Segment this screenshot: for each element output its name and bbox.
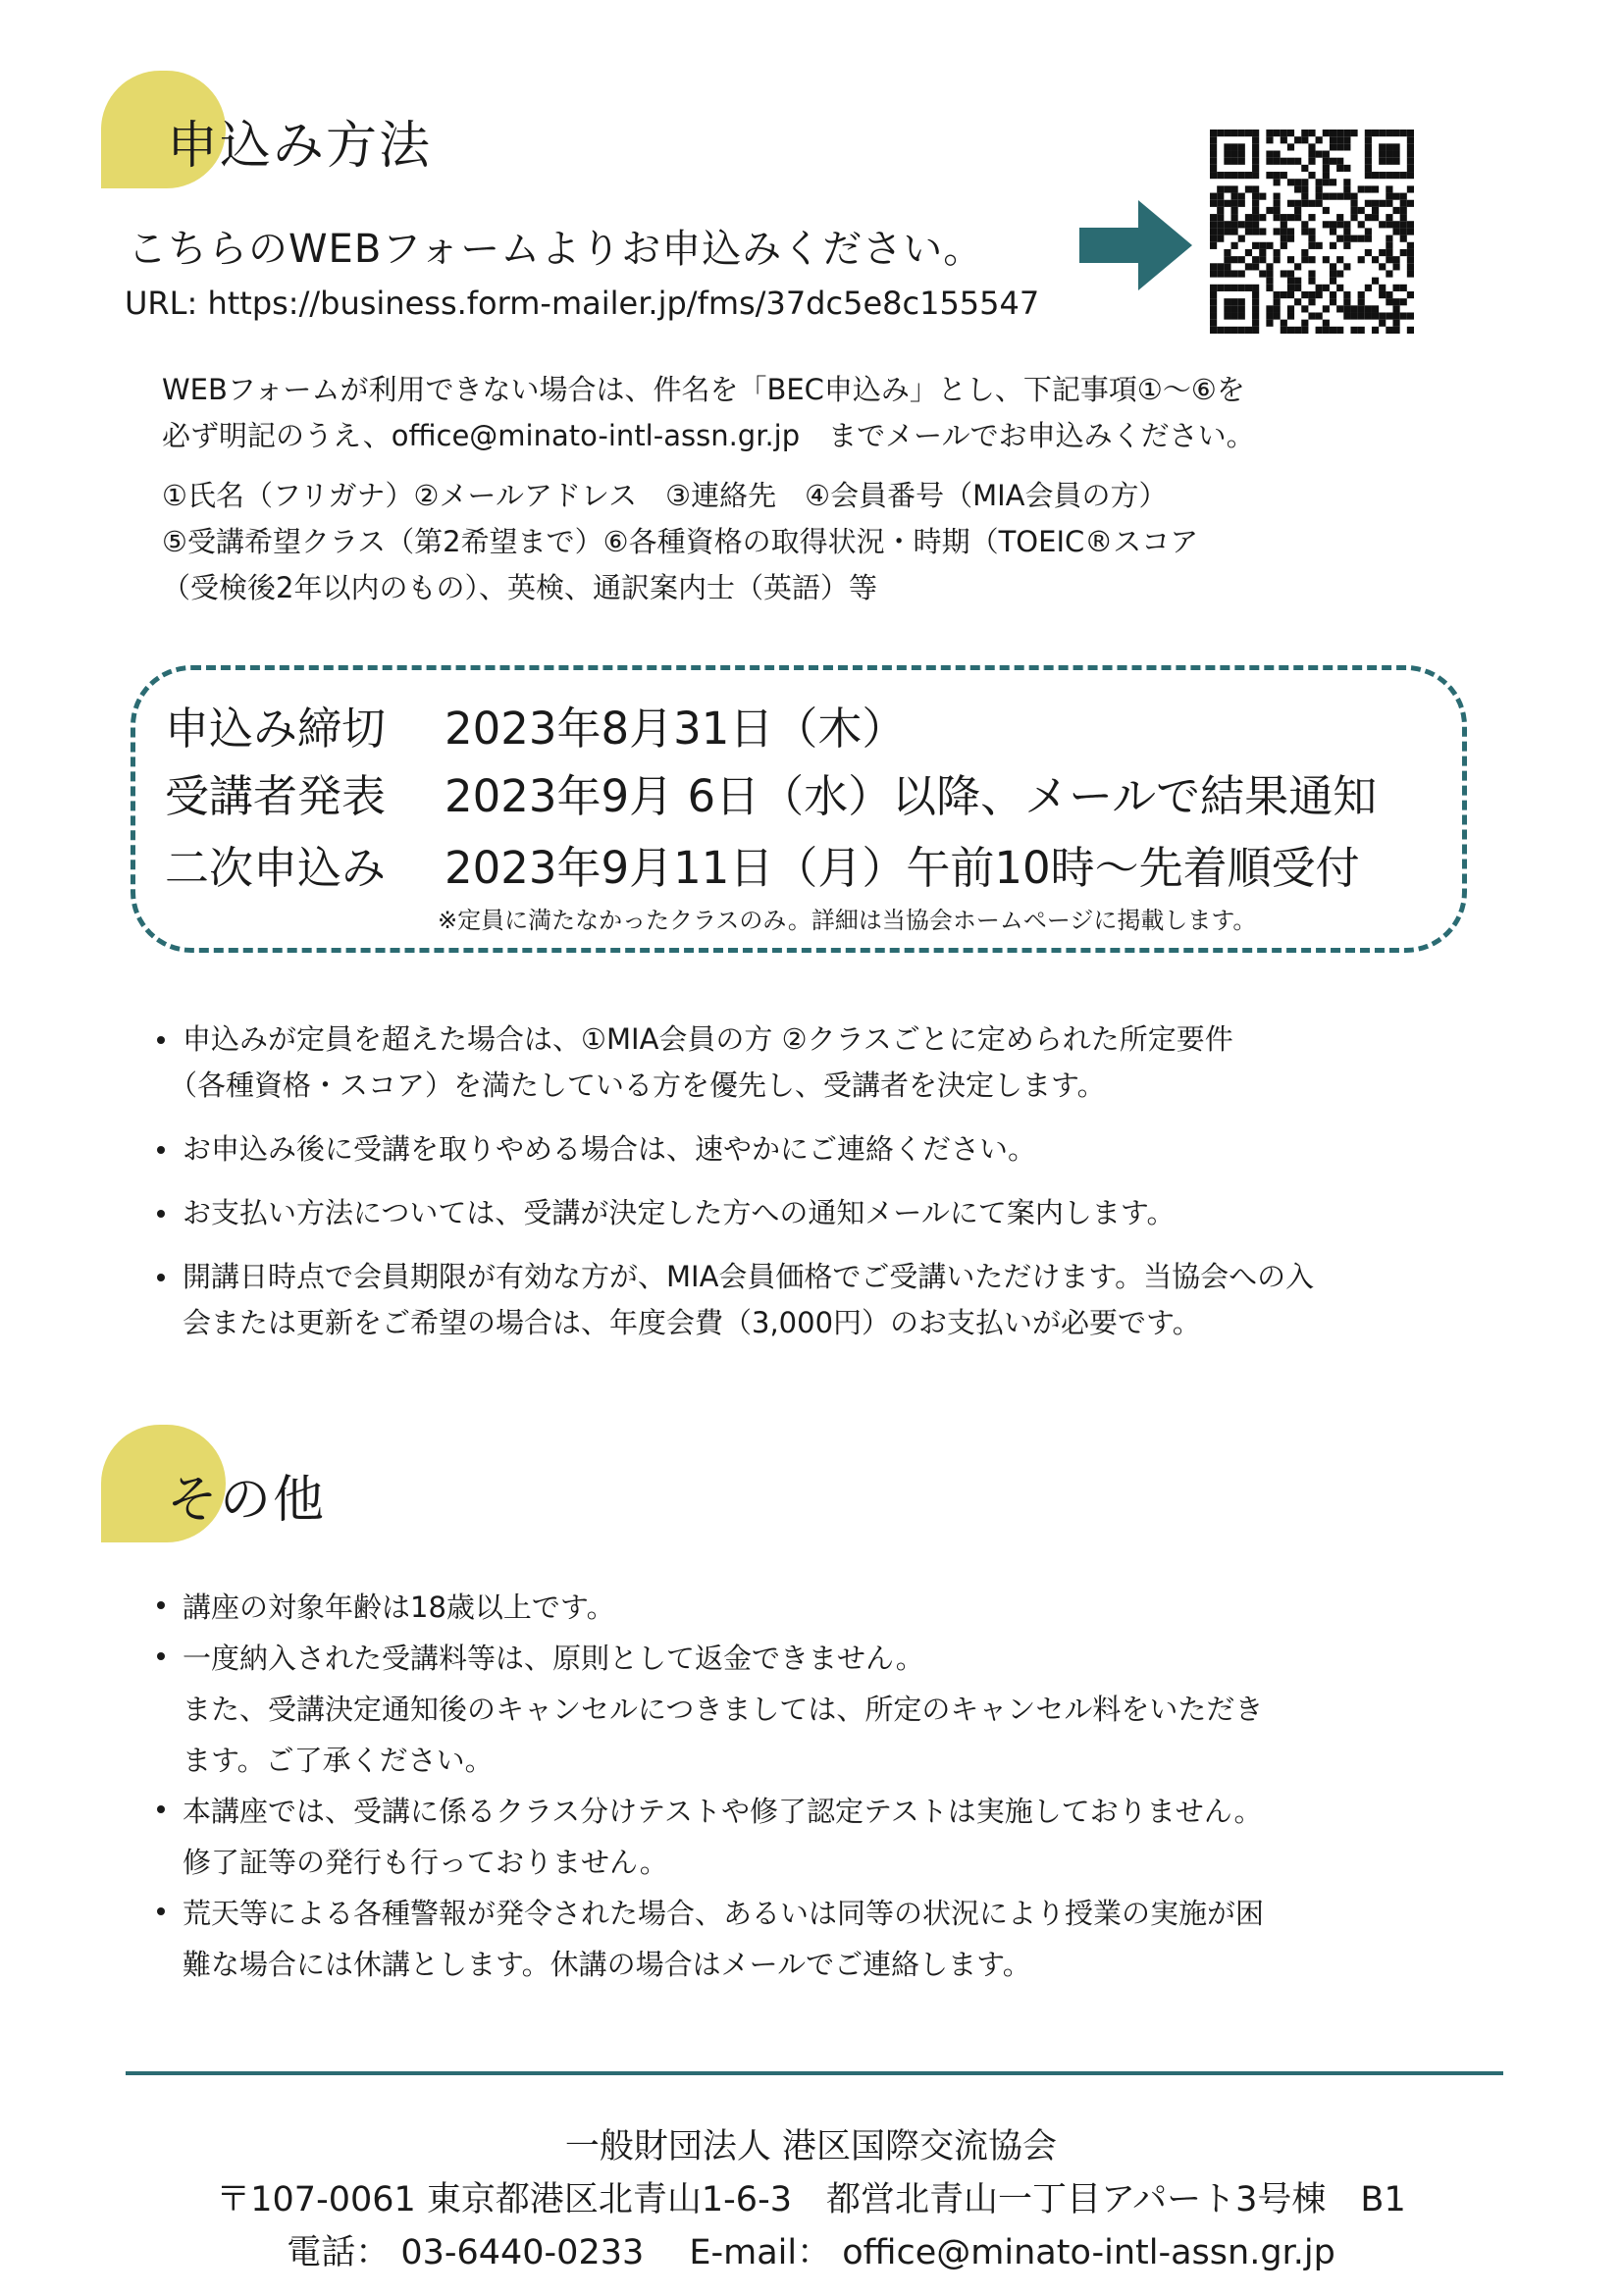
list-item-line: 一度納入された受講料等は、原則として返金できません。 (183, 1642, 924, 1675)
required-items-line: ①氏名（フリガナ）②メールアドレス ③連絡先 ④会員番号（MIA会員の方） (162, 479, 1168, 512)
schedule-value: 2023年8月31日（木） (445, 703, 907, 755)
list-item-line: 修了証等の発行も行っておりません。 (183, 1846, 668, 1879)
required-items (162, 473, 1198, 611)
list-item (169, 1017, 1314, 1109)
footer-org: 一般財団法人 港区国際交流協会 (564, 2127, 1058, 2166)
footer-address: 〒107-0061 東京都港区北青山1-6-3 都営北青山一丁目アパート3号棟 B1 (216, 2180, 1406, 2219)
schedule-note: ※定員に満たなかったクラスのみ。詳細は当協会ホームページに掲載します。 (438, 907, 1257, 934)
list-item-line: 講座の対象年齢は18歳以上です。 (183, 1591, 615, 1624)
footer-contact: 電話： 03-6440-0233 E-mail： office@minato-intl-assn.gr.jp (287, 2233, 1335, 2272)
list-item (183, 1633, 1264, 1786)
list-item-line: 申込みが定員を超えた場合は、①MIA会員の方 ②クラスごとに定められた所定要件 (183, 1022, 1233, 1056)
list-item-line: 難な場合には休講とします。休講の場合はメールでご連絡します。 (183, 1948, 1031, 1981)
schedule-label: 二次申込み (165, 842, 387, 894)
list-item (183, 1126, 1314, 1173)
schedule-label: 申込み締切 (165, 703, 387, 755)
email-instructions-line: 必ず明記のうえ、office@minato-intl-assn.gr.jp までメールでお申込みください。 (162, 419, 1255, 452)
right-arrow-icon (1079, 200, 1192, 290)
list-item (183, 1254, 1314, 1346)
notes-list (169, 1017, 1315, 1346)
email-instructions-line: WEBフォームが利用できない場合は、件名を「BEC申込み」とし、下記事項①～⑥を (162, 373, 1245, 406)
schedule-row (165, 760, 1377, 824)
list-item-line: お申込み後に受講を取りやめる場合は、速やかにご連絡ください。 (183, 1132, 1037, 1166)
list-item (183, 1190, 1314, 1236)
form-url-link[interactable]: URL: https://business.form-mailer.jp/fms/37dc5e8c155547 (125, 285, 1040, 322)
list-item-line: また、受講決定通知後のキャンセルにつきましては、所定のキャンセル料をいただき (183, 1693, 1264, 1726)
list-item-line: （各種資格・スコア）を満たしている方を優先し、受講者を決定します。 (169, 1069, 1106, 1102)
email-instructions (162, 367, 1255, 459)
schedule-label: 受講者発表 (165, 770, 387, 822)
list-item (183, 1582, 1264, 1633)
footer-divider (126, 2071, 1503, 2075)
list-item-line: お支払い方法については、受講が決定した方への通知メールにて案内します。 (183, 1196, 1176, 1229)
list-item (183, 1786, 1264, 1888)
schedule-value: 2023年9月 6日（水）以降、メールで結果通知 (445, 770, 1378, 822)
qr-code[interactable] (1210, 130, 1414, 334)
section-heading-apply: 申込み方法 (167, 117, 433, 176)
section-heading-other: その他 (167, 1471, 327, 1530)
schedule-row (165, 693, 906, 757)
schedule-value: 2023年9月11日（月）午前10時～先着順受付 (445, 842, 1360, 894)
other-list (183, 1582, 1264, 1990)
list-item-line: ます。ご了承ください。 (183, 1744, 494, 1777)
list-item-line: 会または更新をご希望の場合は、年度会費（3,000円）のお支払いが必要です。 (183, 1306, 1201, 1339)
list-item (183, 1888, 1264, 1990)
required-items-line: （受検後2年以内のもの）、英検、通訳案内士（英語）等 (162, 571, 877, 604)
list-item-line: 本講座では、受講に係るクラス分けテストや修了認定テストは実施しておりません。 (183, 1795, 1263, 1828)
form-lead-text: こちらのWEBフォームよりお申込みください。 (128, 227, 984, 272)
list-item-line: 荒天等による各種警報が発令された場合、あるいは同等の状況により授業の実施が困 (183, 1897, 1265, 1930)
required-items-line: ⑤受講希望クラス（第2希望まで）⑥各種資格の取得状況・時期（TOEIC®スコア (162, 525, 1199, 558)
list-item-line: 開講日時点で会員期限が有効な方が、MIA会員価格でご受講いただけます。当協会への入 (183, 1260, 1315, 1293)
schedule-row (165, 832, 1360, 896)
